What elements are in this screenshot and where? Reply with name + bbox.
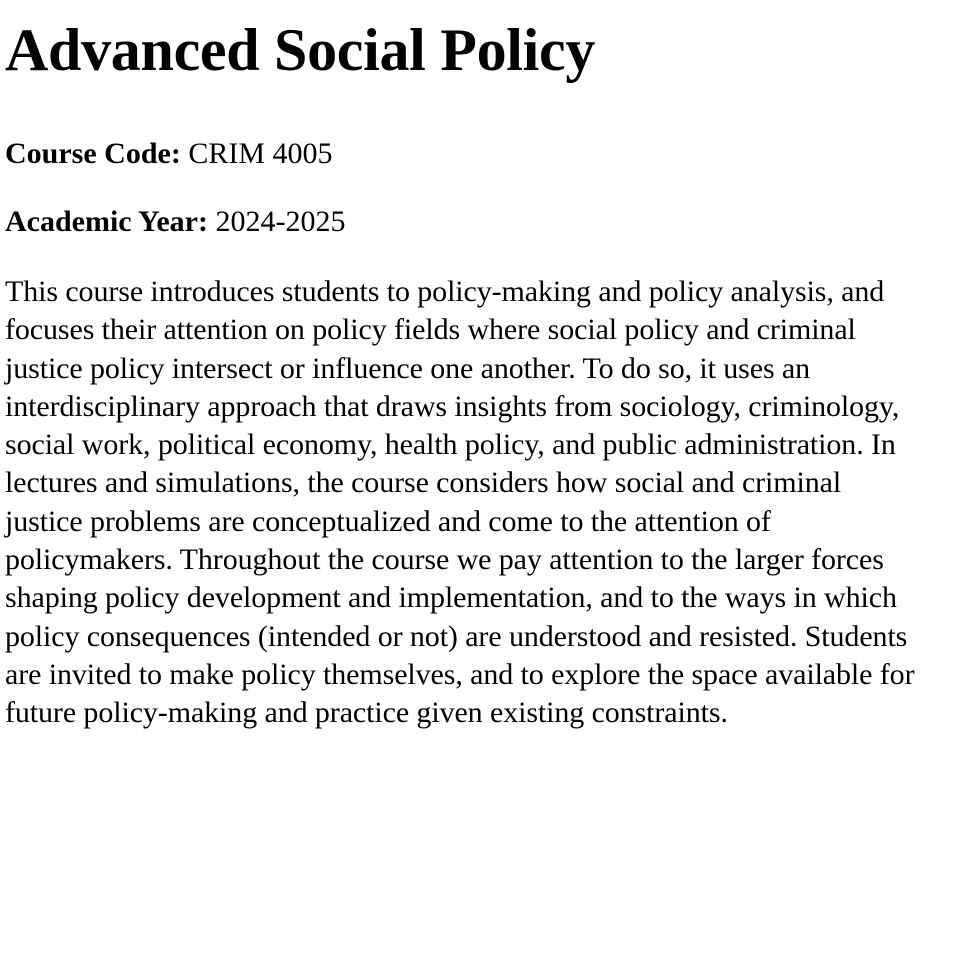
description-line: focuses their attention on policy fields where social policy and criminal — [5, 313, 856, 347]
course-code-value: CRIM 4005 — [188, 137, 333, 170]
description-line: This course introduces students to policy-making and policy analysis, and — [5, 275, 885, 308]
academic-year-line — [5, 205, 975, 240]
course-page — [0, 17, 975, 733]
academic-year-label: Academic Year: — [5, 204, 208, 238]
description-line: are invited to make policy themselves, and to explore the space available for — [5, 657, 915, 691]
description-line: interdisciplinary approach that draws insights from sociology, criminology, — [5, 389, 900, 423]
course-code-line — [5, 137, 975, 172]
description-line: policy consequences (intended or not) are understood and resisted. Students — [5, 619, 908, 653]
description-line: policymakers. Throughout the course we pay attention to the larger forces — [5, 543, 884, 577]
description-line: shaping policy development and implementation, and to the ways in which — [5, 581, 897, 615]
academic-year-value: 2024-2025 — [215, 204, 346, 238]
course-description — [5, 273, 975, 733]
course-code-label: Course Code: — [5, 137, 181, 170]
description-line: justice policy intersect or influence one another. To do so, it uses an — [5, 351, 811, 385]
page-title: Advanced Social Policy — [5, 17, 596, 83]
description-line: justice problems are conceptualized and come to the attention of — [5, 504, 771, 538]
description-line: lectures and simulations, the course considers how social and criminal — [5, 466, 842, 500]
description-line: future policy-making and practice given existing constraints. — [5, 696, 728, 730]
description-line: social work, political economy, health policy, and public administration. In — [5, 428, 896, 462]
